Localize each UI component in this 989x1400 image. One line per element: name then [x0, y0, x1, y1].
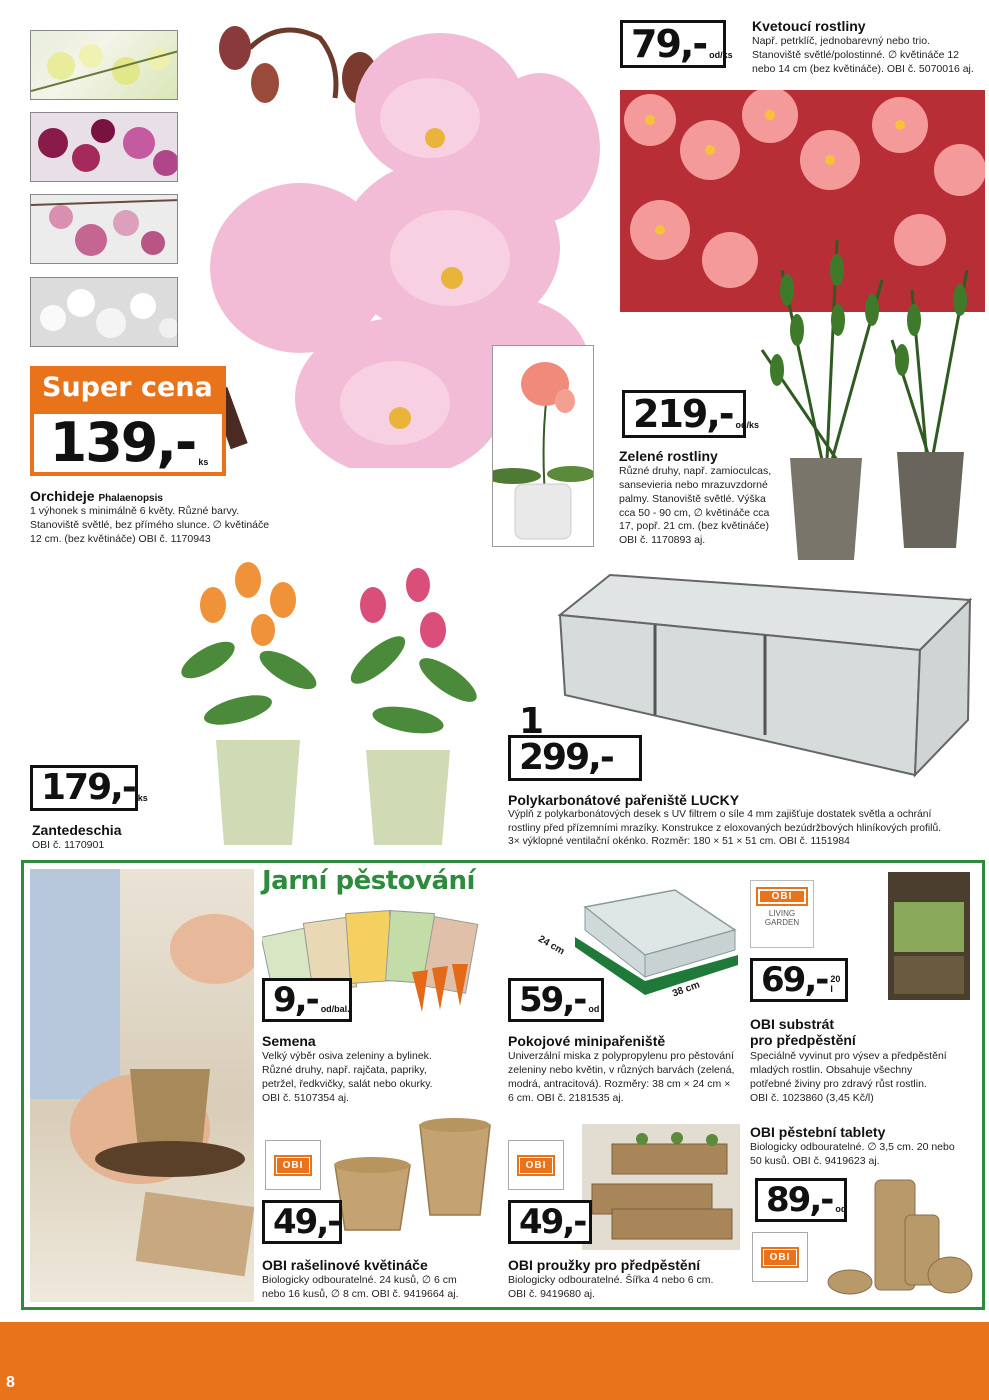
planting-hands-image — [30, 869, 254, 1302]
pareniste-price-tag — [508, 701, 642, 781]
kvetouci-desc-line: nebo 14 cm (bez květináče). OBI č. 5070016 aj. — [752, 62, 974, 75]
prouzky-obi-logo-text: OBI — [519, 1157, 554, 1174]
orchideje-title-text: Orchideje — [30, 488, 95, 504]
substrat-desc-line: Speciálně vyvinut pro výsev a předpěstění — [750, 1050, 947, 1062]
minipareniste-desc — [508, 1050, 734, 1105]
kvetouci-price-tag — [620, 20, 733, 68]
minipareniste-title: Pokojové minipařeniště — [508, 1033, 666, 1049]
obi-living-garden-logo — [750, 880, 814, 948]
prouzky-price-tag — [508, 1200, 592, 1244]
tablety-desc-line: Biologicky odbouratelné. ∅ 3,5 cm. 20 nebo — [750, 1141, 955, 1153]
kvetouci-unit: od/ks — [709, 50, 733, 60]
zantedeschia-unit: ks — [137, 793, 148, 803]
super-cena-badge — [30, 366, 226, 410]
thumb-orchid-pink — [30, 194, 178, 264]
zamioculcas-image — [742, 210, 987, 565]
substrat-price-tag — [750, 958, 848, 1002]
substrat-title-line2: pro předpěstění — [750, 1032, 856, 1049]
kvetinace-obi-logo-text: OBI — [276, 1157, 311, 1174]
pareniste-desc-line: Výplň z polykarbonátových desek s UV filtrem o síle 4 mm zajišťuje dostatek světla a ochrání — [508, 809, 932, 820]
zantedeschia-desc-line: OBI č. 1170901 — [32, 839, 105, 851]
substrat-title — [750, 1016, 856, 1048]
substrat-desc — [750, 1050, 947, 1105]
substrat-price: 69,- — [761, 960, 828, 1000]
tablety-desc — [750, 1141, 955, 1169]
pareniste-price: 1 299,- — [519, 701, 613, 778]
substrat-desc-line: OBI č. 1023860 (3,45 Kč/l) — [750, 1091, 874, 1104]
semena-desc-line: Různé druhy, např. rajčata, papriky, — [262, 1063, 427, 1076]
prouzky-obi-logo — [508, 1140, 564, 1190]
minipareniste-unit: od — [588, 1004, 600, 1014]
semena-unit: od/bal. — [320, 1004, 350, 1014]
zelene-desc-line: OBI č. 1170893 aj. — [619, 534, 706, 547]
zelene-title: Zelené rostliny — [619, 448, 718, 464]
section-title: Jarní pěstování — [262, 866, 475, 896]
orchideje-desc-line: 12 cm. (bez květináče) OBI č. 1170943 — [30, 532, 211, 545]
minipareniste-price-tag — [508, 978, 604, 1022]
tablety-obi-logo — [752, 1232, 808, 1282]
peat-pots-image — [330, 1115, 500, 1235]
zelene-desc-line: 17, popř. 21 cm. (bez květináče) — [619, 520, 769, 533]
kvetinace-desc — [262, 1274, 459, 1302]
zelene-desc-line: cca 50 - 90 cm, ∅ květináče cca — [619, 506, 770, 519]
garden-text: GARDEN — [764, 917, 800, 927]
kvetinace-price-tag — [262, 1200, 342, 1244]
orchideje-desc-line: Stanoviště světlé, bez přímého slunce. ∅ květináče — [30, 518, 270, 531]
zantedeschia-desc — [32, 839, 104, 853]
orchideje-unit: ks — [198, 457, 209, 467]
minipareniste-dim-38: 38 cm — [670, 979, 702, 1000]
zelene-desc-line: palmy. Stanoviště světlé. Výška — [619, 492, 766, 505]
kvetouci-desc-line: Stanoviště světlé/polostinné. ∅ květináče 12 — [752, 48, 960, 61]
prouzky-title: OBI proužky pro předpěstění — [508, 1257, 701, 1273]
thumb-orchid-magenta — [30, 112, 178, 182]
semena-title: Semena — [262, 1033, 316, 1049]
prouzky-desc-line: Biologicky odbouratelné. Šířka 4 nebo 6 cm. — [508, 1274, 714, 1286]
zelene-unit: od/ks — [735, 420, 760, 430]
zantedeschia-price-tag — [30, 765, 148, 811]
kvetouci-desc — [752, 35, 974, 77]
substrat-title-line1: OBI substrát — [750, 1016, 835, 1032]
zelene-price: 219,- — [633, 392, 733, 436]
pareniste-desc — [508, 808, 941, 849]
semena-desc-line: petržel, ředkvičky, salát nebo okurky. — [262, 1077, 433, 1090]
minipareniste-desc-line: Univerzální miska z polypropylenu pro pěstování — [508, 1050, 734, 1062]
zelene-price-tag — [622, 390, 760, 438]
tablety-obi-logo-text: OBI — [763, 1249, 798, 1266]
minipareniste-desc-line: zeleniny nebo květin, v různých barvách (zelená, — [508, 1063, 735, 1076]
orchid-pot-image — [492, 345, 594, 547]
minipareniste-dim-24: 24 cm — [536, 933, 567, 958]
living-text: LIVING — [768, 909, 796, 918]
minipareniste-price: 59,- — [519, 980, 586, 1020]
tablety-price: 89,- — [766, 1180, 833, 1220]
substrat-unit: 20 l — [830, 974, 841, 994]
kvetinace-price: 49,- — [273, 1202, 340, 1242]
orchideje-price: 139,- — [49, 411, 196, 474]
tablety-title: OBI pěstební tablety — [750, 1124, 886, 1140]
kvetouci-desc-line: Např. petrklíč, jednobarevný nebo trio. — [752, 35, 931, 47]
substrat-desc-line: potřebné živiny pro zdravý růst rostlin. — [750, 1077, 927, 1090]
orchideje-title — [30, 488, 163, 505]
obi-logo-text: OBI — [758, 889, 806, 904]
thumb-orchid-yellow — [30, 30, 178, 100]
orchideje-title-small: Phalaenopsis — [98, 493, 163, 504]
prouzky-price: 49,- — [519, 1202, 586, 1242]
prouzky-desc — [508, 1274, 713, 1302]
semena-desc-line: OBI č. 5107354 aj. — [262, 1091, 349, 1104]
kvetinace-desc-line: Biologicky odbouratelné. 24 kusů, ∅ 6 cm — [262, 1274, 457, 1286]
semena-price-tag — [262, 978, 352, 1022]
zelene-desc — [619, 465, 771, 548]
kvetinace-title: OBI rašelinové květináče — [262, 1257, 428, 1273]
super-cena-label: Super cena — [42, 372, 213, 403]
pareniste-desc-line: 3× výklopné ventilační okénko. Rozměr: 180 × 51 × 51 cm. OBI č. 1151984 — [508, 836, 850, 848]
kvetouci-title: Kvetoucí rostliny — [752, 18, 866, 34]
semena-desc-line: Velký výběr osiva zeleniny a bylinek. — [262, 1050, 432, 1062]
semena-desc — [262, 1050, 433, 1105]
minipareniste-desc-line: 6 cm. OBI č. 2181535 aj. — [508, 1091, 624, 1104]
peat-strips-image — [582, 1124, 740, 1250]
zantedeschia-image — [168, 540, 498, 850]
tablety-unit: od — [835, 1204, 847, 1214]
substrat-desc-line: mladých rostlin. Obsahuje všechny — [750, 1063, 913, 1076]
zelene-desc-line: sansevieria nebo mrazuvzdorné — [619, 478, 768, 491]
kvetouci-price: 79,- — [631, 22, 707, 66]
thumb-orchid-white — [30, 277, 178, 347]
tablety-desc-line: 50 kusů. OBI č. 9419623 aj. — [750, 1154, 880, 1167]
minipareniste-desc-line: modrá, antracitová). Rozměry: 38 cm × 24 cm × — [508, 1077, 731, 1090]
peat-tablets-image — [825, 1170, 975, 1300]
zantedeschia-title: Zantedeschia — [32, 822, 122, 838]
orchideje-desc-line: 1 výhonek s minimálně 6 květy. Různé barvy. — [30, 505, 240, 517]
zelene-desc-line: Různé druhy, např. zamioculcas, — [619, 465, 772, 477]
orchideje-price-tag — [30, 410, 226, 476]
pareniste-title: Polykarbonátové pařeniště LUCKY — [508, 792, 740, 808]
prouzky-desc-line: OBI č. 9419680 aj. — [508, 1287, 595, 1300]
substrat-bag-image — [888, 872, 970, 1000]
zantedeschia-price: 179,- — [41, 767, 135, 808]
page-number: 8 — [6, 1374, 15, 1391]
orange-footer — [0, 1322, 989, 1400]
kvetinace-obi-logo — [265, 1140, 321, 1190]
pareniste-desc-line: rostliny před přízemními mrazíky. Konstrukce z eloxovaných bezúdržbových hliníkových profilů. — [508, 822, 942, 834]
semena-price: 9,- — [273, 980, 318, 1020]
kvetinace-desc-line: nebo 16 kusů, ∅ 8 cm. OBI č. 9419664 aj. — [262, 1287, 459, 1300]
